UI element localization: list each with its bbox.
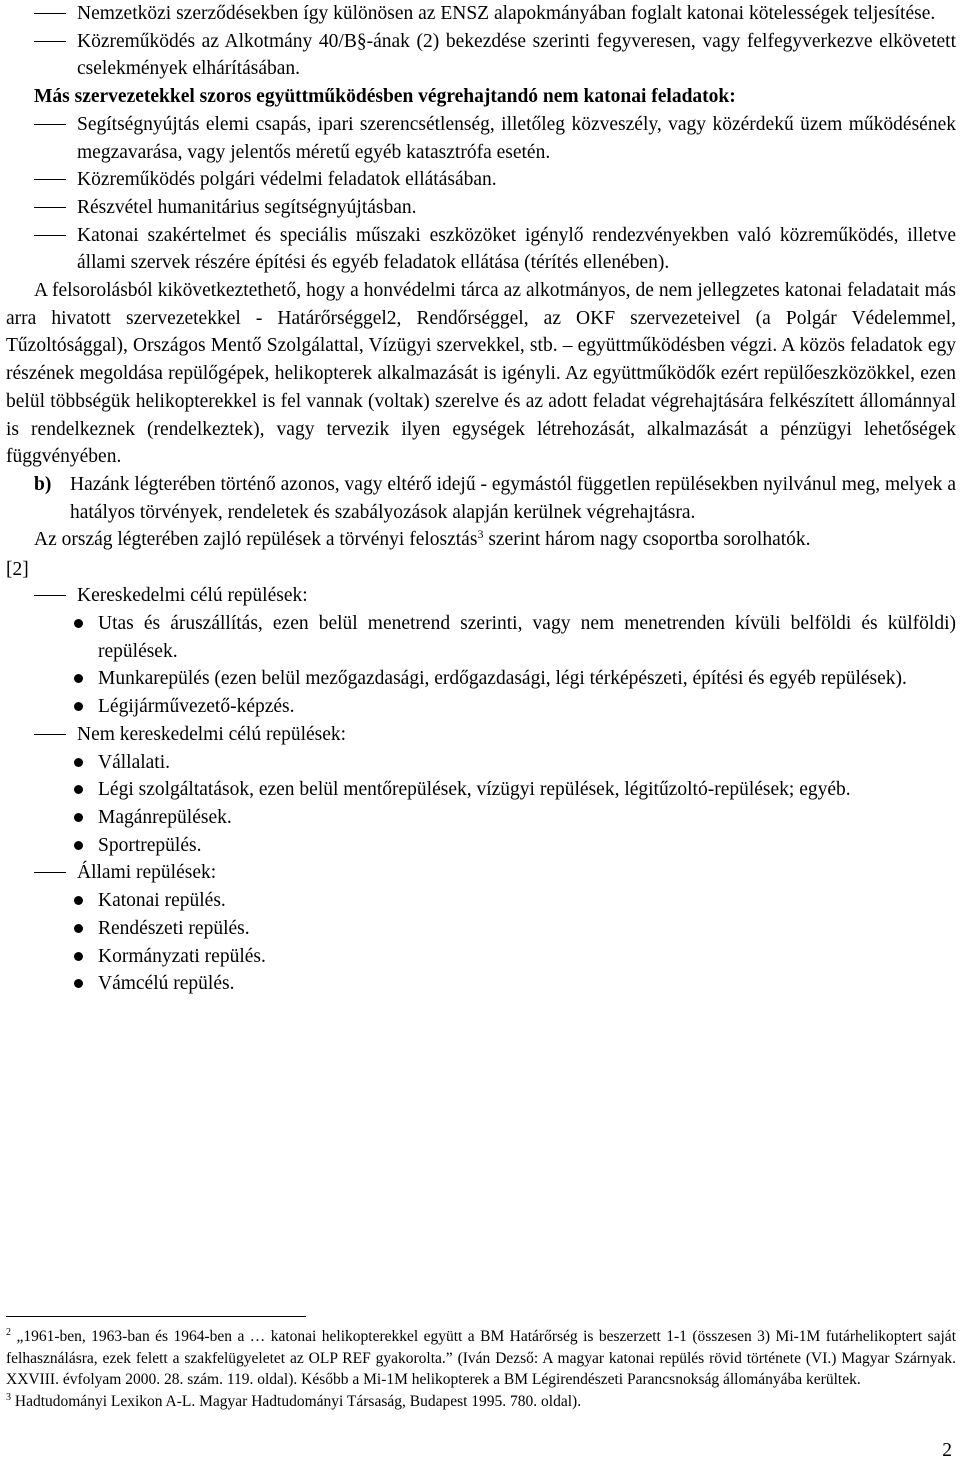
page-number: 2 xyxy=(942,1440,952,1461)
list-item xyxy=(6,693,956,721)
list-item-text: Közreműködés polgári védelmi feladatok ellátásában. xyxy=(77,169,497,191)
footnote xyxy=(6,1326,956,1391)
list-item xyxy=(6,832,956,860)
list-item-text: Nemzetközi szerződésekben így különösen az ENSZ alapokmányában foglalt katonai kötelességek teljesítése. xyxy=(77,3,936,24)
list-item xyxy=(6,0,956,28)
bullet-icon xyxy=(74,785,83,794)
list-item-text: Katonai szakértelmet és speciális műszaki eszközöket igénylő rendezvényekben való közreműködés, illetve állami szervek részére építési és egyéb feladatok ellátása (térítés ellenében). xyxy=(77,224,956,274)
list-item-text: Sportrepülés. xyxy=(98,834,202,856)
list-item-text: Segítségnyújtás elemi csapás, ipari szerencsétlenség, illetőleg közveszély, vagy közérdekű üzem működésének megzavarása, vagy jelentős méretű egyéb katasztrófa esetén. xyxy=(77,113,956,163)
bullet-icon xyxy=(74,674,83,683)
list-item-text: Közreműködés az Alkotmány 40/B§-ának (2) bekezdése szerinti fegyveresen, vagy felfegyverkezve elkövetett cselekmények elhárításában. xyxy=(77,30,956,80)
dash-bullet-icon xyxy=(34,124,66,125)
bullet-icon xyxy=(74,841,83,850)
list-item-text: Részvétel humanitárius segítségnyújtásban. xyxy=(77,196,417,218)
footnote-text: Hadtudományi Lexikon A-L. Magyar Hadtudományi Társaság, Budapest 1995. 780. oldal). xyxy=(14,1392,582,1410)
list-item-text: Magánrepülések. xyxy=(98,806,232,828)
bullet-icon xyxy=(74,758,83,767)
lettered-item xyxy=(6,471,956,526)
item-text: Hazánk légterében történő azonos, vagy eltérő idejű - egymástól független repülésekben nyilvánul meg, melyek a hatályos törvények, rendeletek és szabályozások alapján kerülnek végrehajtásra. xyxy=(70,473,956,523)
list-item-text: Rendészeti repülés. xyxy=(98,917,250,939)
list-item xyxy=(6,166,956,194)
footnote-divider xyxy=(6,1316,306,1317)
dash-bullet-icon xyxy=(34,13,66,14)
bullet-icon xyxy=(74,924,83,933)
list-item xyxy=(6,665,956,693)
body-paragraph: A felsorolásból kikövetkeztethető, hogy a honvédelmi tárca az alkotmányos, de nem jellegzetes katonai feladatait más arra hivatott szervezetekkel - Határőrséggel2, Rendőrséggel, az OKF szervezeteivel (a Polgár Védelemmel, Tűzoltósággal), Országos Mentő Szolgálattal, Vízügyi szervekkel, stb. – együttműködésben végzi. A közös feladatok egy részének megoldása repülőgépek, helikopterek alkalmazását is igényli. Az együttműködők ezért repülőeszközökkel, ezen belül többségük helikopterekkel is fel vannak (voltak) szerelve és az adott feladat végrehajtására felkészített állománnyal is rendelkeznek (rendelkeztek), vagy tervezik ilyen egységek létrehozását, alkalmazását a pénzügyi lehetőségek függvényében. xyxy=(6,280,956,468)
dash-bullet-icon xyxy=(34,179,66,180)
list-item-text: Vámcélú repülés. xyxy=(98,973,235,995)
dash-bullet-icon xyxy=(34,872,66,873)
dash-bullet-icon xyxy=(34,734,66,735)
list-item xyxy=(6,915,956,943)
document-page xyxy=(6,0,956,1461)
footnote-ref[interactable]: 3 xyxy=(477,527,484,542)
section-heading: Más szervezetekkel szoros együttműködésben végrehajtandó nem katonai feladatok: xyxy=(34,86,736,108)
group-block xyxy=(6,554,956,610)
bullet-icon xyxy=(74,619,83,628)
footnotes xyxy=(6,1326,956,1412)
list-item-text: Vállalati. xyxy=(98,751,171,773)
dash-bullet-icon xyxy=(34,595,66,596)
group-title xyxy=(6,859,956,887)
paragraph-text: szerint három nagy csoportba sorolhatók. xyxy=(483,529,811,551)
dash-bullet-icon xyxy=(34,235,66,236)
paragraph-text: Az ország légterében zajló repülések a törvényi felosztás xyxy=(34,529,478,551)
list-item xyxy=(6,776,956,804)
margin-marker: [2] xyxy=(6,559,29,581)
bullet-icon xyxy=(74,979,83,988)
dash-bullet-icon xyxy=(34,207,66,208)
group-title-text: Kereskedelmi célú repülések: xyxy=(77,585,308,607)
list-item xyxy=(6,610,956,665)
group-title-text: Nem kereskedelmi célú repülések: xyxy=(77,723,347,745)
group-title-text: Állami repülések: xyxy=(77,862,217,884)
list-item xyxy=(6,943,956,971)
bullet-icon xyxy=(74,896,83,905)
list-item-text: Katonai repülés. xyxy=(98,890,226,912)
list-item xyxy=(6,887,956,915)
body-paragraph xyxy=(6,526,956,554)
bullet-icon xyxy=(74,952,83,961)
dash-bullet-icon xyxy=(34,41,66,42)
list-item xyxy=(6,970,956,998)
list-item xyxy=(6,111,956,166)
list-item-text: Légijárművezető-képzés. xyxy=(98,696,295,718)
footnote-number: 2 xyxy=(6,1327,11,1338)
list-item xyxy=(6,749,956,777)
item-label: b) xyxy=(34,473,52,495)
list-item-text: Légi szolgáltatások, ezen belül mentőrepülések, vízügyi repülések, légitűzoltó-repülések; egyéb. xyxy=(98,779,851,801)
footnote-number: 3 xyxy=(6,1391,11,1403)
bullet-icon xyxy=(74,702,83,711)
bullet-icon xyxy=(74,813,83,822)
group-title xyxy=(6,582,960,610)
group-title xyxy=(6,721,956,749)
footnote-text: „1961-ben, 1963-ban és 1964-ben a … katonai helikopterekkel együtt a BM Határőrség is beszerzett 1-1 (összesen 3) Mi-1M futárhelikoptert saját felhasználásra, ezek felett a szakfelügyeletet az OLP REF gyakorolta.” (Iván Dezső: A magyar katonai repülés rövid története (VI.) Magyar Szárnyak. XXVIII. évfolyam 2000. 28. szám. 119. oldal). Később a Mi-1M helikopterek a BM Légirendészeti Parancsnokság állományába kerültek. xyxy=(6,1328,956,1388)
list-item xyxy=(6,28,956,83)
list-item-text: Utas és áruszállítás, ezen belül menetrend szerinti, vagy nem menetrenden kívüli belföldi és külföldi) repülések. xyxy=(98,613,956,662)
footnote xyxy=(6,1391,956,1413)
list-item-text: Kormányzati repülés. xyxy=(98,945,266,967)
list-item xyxy=(6,222,956,277)
list-item xyxy=(6,804,956,832)
list-item xyxy=(6,194,956,222)
list-item-text: Munkarepülés (ezen belül mezőgazdasági, erdőgazdasági, légi térképészeti, építési és egyéb repülések). xyxy=(98,668,907,690)
